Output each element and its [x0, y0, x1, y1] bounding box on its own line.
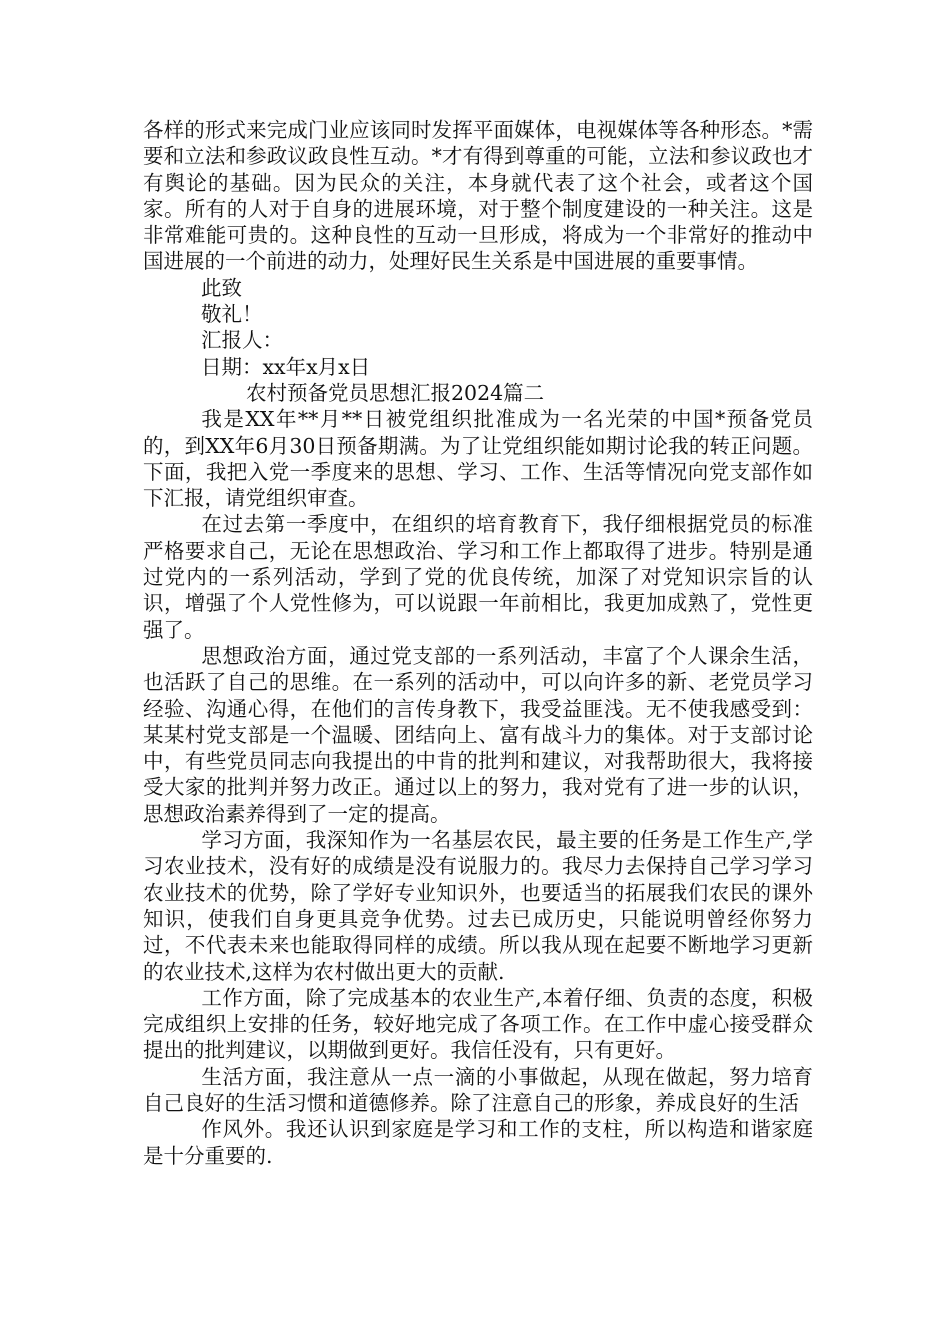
document-body [143, 117, 813, 1169]
section-title: 农村预备党员思想汇报2024篇二 [246, 380, 545, 405]
opening-paragraph: 各样的形式来完成门业应该同时发挥平面媒体，电视媒体等各种形态。*需要和立法和参政议政良性互动。*才有得到尊重的可能，立法和参议政也才有舆论的基础。因为民众的关注，本身就代表了这个社会，或者这个国家。所有的人对于自身的进展环境，对于整个制度建设的一种关注。这是非常难能可贵的。这种良性的互动一旦形成，将成为一个非常好的推动中国进展的一个前进的动力，处理好民生关系是中国进展的重要事情。 [143, 118, 813, 274]
paragraph-ideology: 思想政治方面，通过党支部的一系列活动，丰富了个人课余生活，也活跃了自己的思维。在一系列的活动中，可以向许多的新、老党员学习经验、沟通心得，在他们的言传身教下，我受益匪浅。无不使我感受到：某某村党支部是一个温暖、团结向上、富有战斗力的集体。对于支部讨论中，有些党员同志向我提出的中肯的批判和建议，对我帮助很大，我将接受大家的批判并努力改正。通过以上的努力，我对党有了进一步的认识，思想政治素养得到了一定的提高。 [143, 643, 813, 826]
closing-salutation: 此致 [201, 275, 242, 300]
paragraph-intro: 我是XX年**月**日被党组织批准成为一名光荣的中国*预备党员的，到XX年6月30日预备期满。为了让党组织能如期讨论我的转正问题。下面，我把入党一季度来的思想、学习、工作、生活等情况向党支部作如下汇报，请党组织审查。 [143, 407, 813, 511]
paragraph-family: 作风外。我还认识到家庭是学习和工作的支柱，所以构造和谐家庭是十分重要的. [143, 1117, 813, 1168]
report-date: 日期：xx年x月x日 [201, 354, 371, 379]
paragraph-study: 学习方面，我深知作为一名基层农民，最主要的任务是工作生产,学习农业技术，没有好的成绩是没有说服力的。我尽力去保持自己学习学习农业技术的优势，除了学好专业知识外，也要适当的拓展我们农民的课外知识，使我们自身更具竞争优势。过去已成历史，只能说明曾经你努力过，不代表未来也能取得同样的成绩。所以我从现在起要不断地学习更新的农业技术,这样为农村做出更大的贡献. [143, 828, 813, 984]
paragraph-life: 生活方面，我注意从一点一滴的小事做起，从现在做起，努力培育自己良好的生活习惯和道德修养。除了注意自己的形象，养成良好的生活 [143, 1064, 813, 1115]
closing-regards: 敬礼！ [201, 302, 263, 327]
reporter-label: 汇报人： [201, 328, 283, 353]
paragraph-first-quarter: 在过去第一季度中，在组织的培育教育下，我仔细根据党员的标准严格要求自己，无论在思想政治、学习和工作上都取得了进步。特别是通过党内的一系列活动，学到了党的优良传统，加深了对党知识宗旨的认识，增强了个人党性修为，可以说跟一年前相比，我更加成熟了，党性更强了。 [143, 512, 813, 642]
paragraph-work: 工作方面，除了完成基本的农业生产,本着仔细、负责的态度，积极完成组织上安排的任务，较好地完成了各项工作。在工作中虚心接受群众提出的批判建议，以期做到更好。我信任没有，只有更好。 [143, 985, 813, 1063]
